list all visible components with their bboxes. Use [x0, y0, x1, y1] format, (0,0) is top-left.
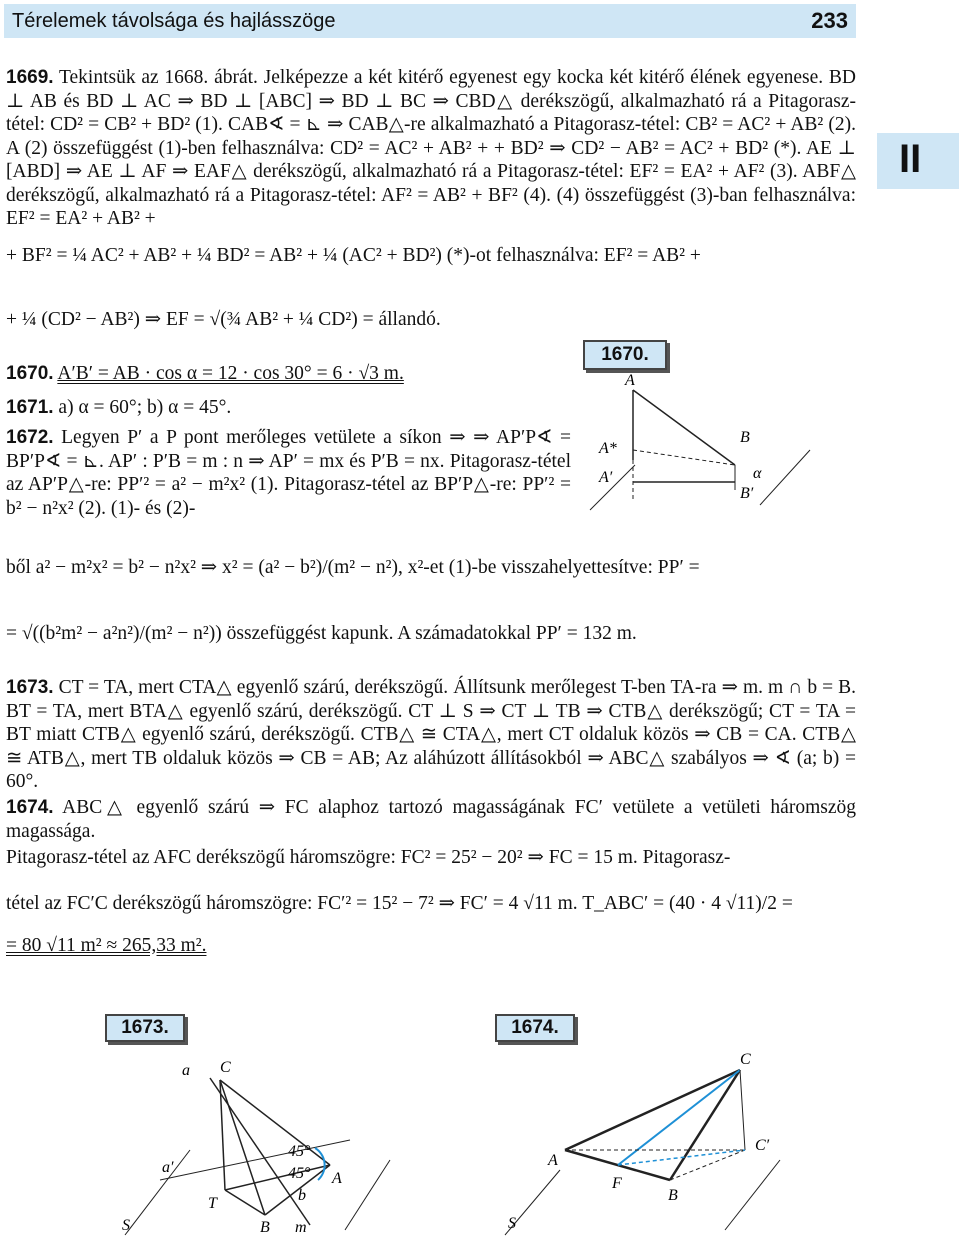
formula-line: tétel az FC′C derékszögű háromszögre: FC′² = 15² − 7² ⇒ FC′ = 4 √11 m. T_ABC′ = (40 · 4 √11)/2 =: [6, 893, 793, 914]
point-label: A′: [599, 469, 613, 486]
point-label: B: [260, 1219, 270, 1236]
line-label: a: [182, 1062, 190, 1079]
point-label: C: [740, 1051, 751, 1068]
segment-tb: [225, 1190, 265, 1215]
line-label: a′: [162, 1159, 174, 1176]
segment-ab: [633, 390, 735, 465]
plane-edge: [125, 1150, 190, 1235]
formula-line: = 80 √11 m² ≈ 265,33 m².: [6, 935, 207, 956]
plane-edge: [590, 465, 635, 510]
exercise-1672: [6, 426, 571, 520]
formula-line: Pitagorasz-tétel az AFC derékszögű háromszögre: FC² = 25² − 20² ⇒ FC = 15 m. Pitagorasz-: [6, 847, 731, 868]
figure-label-1674: 1674.: [495, 1014, 575, 1042]
point-label: C: [220, 1059, 231, 1076]
dashed-line: [633, 450, 735, 465]
figure-label-1670: 1670.: [583, 340, 667, 370]
exercise-text: Legyen P′ a P pont merőleges vetülete a síkon ⇒ ⇒ AP′P∢ = BP′P∢ = ⊾. AP′ : P′B = m : n ⇒ AP′ = mx és P′B = nx. Pitagorasz-tétel az AP′P△-re: PP′² = a² − m²x² (1). Pitagorasz-tétel az BP′P△-re: PP′² = b² − n²x² (2). (1)- és (2)-: [6, 427, 572, 519]
chapter-tab-label: II: [899, 137, 922, 181]
exercise-1669-line2: [6, 244, 856, 268]
exercise-1674-line3: [6, 892, 856, 916]
exercise-1674: [6, 796, 856, 843]
point-label: B: [740, 429, 750, 446]
exercise-text: ABC△ egyenlő szárú ⇒ FC alaphoz tartozó magasságának FC′ vetülete a vetületi háromszög magassága.: [6, 797, 856, 842]
exercise-1673: [6, 676, 856, 794]
page-header: [4, 4, 856, 38]
line-label: m: [295, 1219, 307, 1236]
dashed-bc1: [670, 1150, 745, 1180]
point-label: C′: [755, 1137, 770, 1154]
plane-label: S: [122, 1217, 130, 1234]
exercise-1672-line2: [6, 556, 856, 580]
point-label: T: [208, 1195, 217, 1212]
plane-edge: [345, 1160, 390, 1230]
angle-label: α: [753, 465, 762, 482]
exercise-number: 1669.: [6, 67, 54, 88]
exercise-1669-line3: [6, 308, 856, 332]
exercise-number: 1673.: [6, 677, 54, 698]
line-label: b: [298, 1187, 306, 1204]
exercise-text: A′B′ = AB · cos α = 12 · cos 30° = 6 · √3 m.: [57, 363, 404, 384]
point-label: F: [612, 1175, 622, 1192]
formula-line: ből a² − m²x² = b² − n²x² ⇒ x² = (a² − b²)/(m² − n²), x²-et (1)-be visszahelyettesítve: PP′ =: [6, 557, 700, 578]
point-label: A*: [599, 440, 617, 457]
formula-line: = √((b²m² − a²n²)/(m² − n²)) összefüggést kapunk. A számadatokkal PP′ = 132 m.: [6, 623, 637, 644]
exercise-1674-line4: [6, 934, 856, 958]
exercise-number: 1671.: [6, 397, 54, 418]
figure-1670: [585, 370, 835, 530]
exercise-1674-line2: [6, 846, 856, 870]
exercise-text: Tekintsük az 1668. ábrát. Jelképezze a két kitérő egyenest egy kocka két kitérő élének egyenese. BD ⊥ AB és BD ⊥ AC ⇒ BD ⊥ [ABC] ⇒ BD ⊥ BC ⇒ CBD△ derékszögű, alkalmazható rá a Pitagorasz-tétel: CD² = CB² + BD² (1). CAB∢ = ⊾ ⇒ CAB△-re alkalmazható a Pitagorasz-tétel: CB² = AC² + AB² (2). A (2) összefüggést (1)-ben felhasználva: CD² = AC² + AB² + + BD² ⇒ CD² − AB² = AC² + BD² (*). AE ⊥ [ABD] ⇒ AE ⊥ AF ⇒ EAF△ derékszögű, alkalmazható rá a Pitagorasz-tétel: EF² = EA² + AF² (3). ABF△ derékszögű, alkalmazható rá a Pitagorasz-tétel: AF² = AB² + BF² (4). (4) összefüggést (3)-ban felhasználva: EF² = EA² + AB² +: [6, 67, 857, 229]
point-label: B′: [740, 485, 754, 502]
line-a-prime: [160, 1140, 350, 1180]
point-label: A: [548, 1152, 558, 1169]
exercise-1672-line3: [6, 622, 856, 646]
page-number: 233: [811, 8, 848, 33]
point-label: A: [332, 1170, 342, 1187]
segment-cb: [220, 1080, 265, 1215]
point-label: B: [668, 1187, 678, 1204]
exercise-number: 1670.: [6, 363, 54, 384]
exercise-number: 1674.: [6, 797, 54, 818]
exercise-text: CT = TA, mert CTA△ egyenlő szárú, derékszögű. Állítsunk merőlegest T-ben TA-ra ⇒ m. m ∩ b = B. BT = TA, mert BTA△ egyenlő szárú, derékszögű. CT ⊥ S ⇒ CT ⊥ TB ⇒ CTB△ derékszögű; CT = TA = BT miatt CTB△ egyenlő szárú, derékszögű. CTB△ ≅ CTA△, mert CT oldaluk közös ⇒ CB = CA. CTB△ ≅ ATB△, mert TB oldaluk közös ⇒ CB = AB; Az aláhúzott állításokból ⇒ ABC△ szabályos ⇒ ∢ (a; b) = 60°.: [6, 677, 856, 792]
formula-line: + ¼ (CD² − AB²) ⇒ EF = √(¾ AB² + ¼ CD²) = állandó.: [6, 309, 441, 330]
exercise-1670: [6, 362, 571, 386]
chapter-tab: [877, 133, 959, 189]
figure-1674: [500, 1050, 800, 1240]
exercise-text: a) α = 60°; b) α = 45°.: [58, 397, 232, 418]
figure-1673: [100, 1050, 400, 1240]
segment-ca: [220, 1080, 330, 1165]
angle-label: 45°: [288, 1165, 311, 1182]
segment-cc1: [740, 1070, 745, 1150]
figure-label-1673: 1673.: [105, 1014, 185, 1042]
section-title: Térelemek távolsága és hajlásszöge: [12, 10, 336, 32]
exercise-1671: [6, 396, 571, 420]
exercise-number: 1672.: [6, 427, 54, 448]
point-label: A: [625, 372, 635, 389]
plane-label: S: [508, 1215, 516, 1232]
plane-edge: [760, 450, 810, 505]
plane-edge: [725, 1160, 780, 1230]
exercise-1669: [6, 66, 856, 231]
angle-label: 45°: [288, 1143, 311, 1160]
formula-line: + BF² = ¼ AC² + AB² + ¼ BD² = AB² + ¼ (AC² + BD²) (*)-ot felhasználva: EF² = AB² +: [6, 245, 701, 266]
